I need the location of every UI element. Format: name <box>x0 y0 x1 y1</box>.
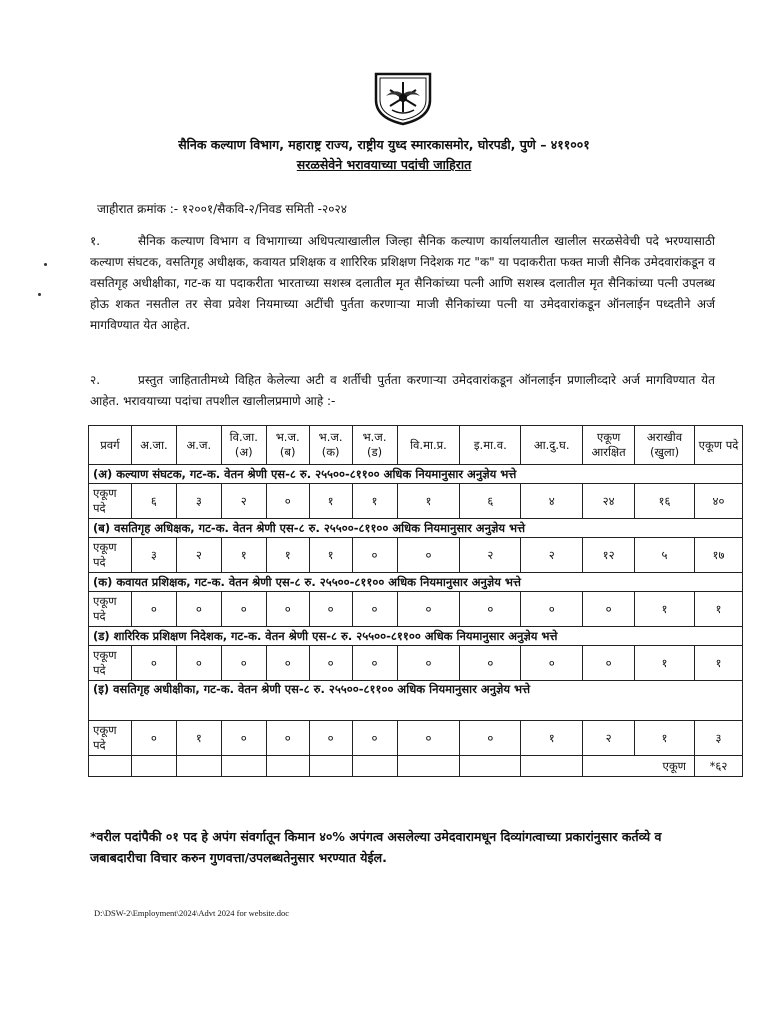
table-cell: २ <box>221 484 266 519</box>
paragraph-2-text: प्रस्तुत जाहितातीमध्ये विहित केलेल्या अटी व शर्तीची पुर्तता करणाऱ्या उमेदवारांकडून ऑनलाईन प्रणालीव्दारे अर्ज मागविण्यात येत आहेत. भरावयाच्या पदांचा तपशील खालीलप्रमाणे आहे :- <box>90 373 715 408</box>
header-cell: अ.जा. <box>131 426 176 465</box>
category-title: (अ) कल्याण संघटक, गट-क. वेतन श्रेणी एस-८ रु. २५५००-८११०० अधिक नियमानुसार अनुज्ञेय भत्ते <box>89 465 743 484</box>
table-cell: १ <box>352 484 397 519</box>
department-emblem-icon <box>372 70 434 126</box>
table-cell: १ <box>221 538 266 573</box>
header-cell: वि.मा.प्र. <box>397 426 460 465</box>
table-cell: ६ <box>131 484 176 519</box>
file-path: D:\DSW-2\Employment\2024\Advt 2024 for website.doc <box>94 908 290 918</box>
table-cell: ० <box>352 592 397 627</box>
table-cell: ० <box>521 646 583 681</box>
table-cell: १ <box>635 721 695 756</box>
table-cell: ० <box>460 721 521 756</box>
footnote: *वरील पदांपैकी ०१ पद हे अपंग संवर्गातून किमान ४०% अपंगत्व असलेल्या उमेदवारामधून दिव्यांगत्वाच्या प्रकारांनुसार कर्तव्ये व जबाबदारीचा विचार करुन गुणवत्ता/उपलब्धतेनुसार भरण्यात येईल. <box>90 829 662 865</box>
table-cell: ६ <box>460 484 521 519</box>
table-total-row <box>89 756 743 777</box>
table-cell: ४० <box>694 484 742 519</box>
header-cell: वि.जा. (अ) <box>221 426 266 465</box>
category-title: (क) कवायत प्रशिक्षक, गट-क. वेतन श्रेणी एस-८ रु. २५५००-८११०० अधिक नियमानुसार अनुज्ञेय भत्ते <box>89 573 743 592</box>
row-label: एकूण पदे <box>89 592 132 627</box>
department-address-heading: सैनिक कल्याण विभाग, महाराष्ट्र राज्य, राष्ट्रीय युध्द स्मारकासमोर, घोरपडी, पुणे – ४११००१ <box>178 137 590 152</box>
table-cell: १ <box>521 721 583 756</box>
table-cell: ० <box>266 592 309 627</box>
table-cell: १ <box>309 538 352 573</box>
table-cell: १ <box>635 646 695 681</box>
table-row <box>89 592 743 627</box>
header-cell: एकूण आरक्षित <box>583 426 635 465</box>
paragraph-2 <box>90 370 715 412</box>
table-row <box>89 721 743 756</box>
category-title: (ड) शारिरिक प्रशिक्षण निदेशक, गट-क. वेतन श्रेणी एस-८ रु. २५५००-८११०० अधिक नियमानुसार अनुज्ञेय भत्ते <box>89 627 743 646</box>
table-cell: १ <box>635 592 695 627</box>
table-cell: १६ <box>635 484 695 519</box>
category-row <box>89 627 743 646</box>
header-cell: इ.मा.व. <box>460 426 521 465</box>
table-cell: ४ <box>521 484 583 519</box>
paragraph-1 <box>90 231 715 336</box>
table-row <box>89 484 743 519</box>
category-title: (इ) वसतिगृह अधीक्षीका, गट-क. वेतन श्रेणी एस-८ रु. २५५००-८११०० अधिक नियमानुसार अनुज्ञेय भत्ते <box>89 681 743 721</box>
table-cell: २ <box>460 538 521 573</box>
table-cell: १७ <box>694 538 742 573</box>
category-row <box>89 465 743 484</box>
table-cell: ० <box>221 646 266 681</box>
header-cell: अ.ज. <box>176 426 221 465</box>
table-cell: ० <box>397 646 460 681</box>
table-cell: ० <box>266 484 309 519</box>
table-cell: २ <box>521 538 583 573</box>
table-cell: ० <box>266 646 309 681</box>
table-cell: ० <box>352 538 397 573</box>
table-cell: ० <box>397 721 460 756</box>
table-cell: ० <box>131 721 176 756</box>
advertisement-title: सरळसेवेने भरावयाच्या पदांची जाहिरात <box>296 157 472 172</box>
category-row <box>89 519 743 538</box>
row-label: एकूण पदे <box>89 484 132 519</box>
table-cell: ० <box>176 646 221 681</box>
table-cell: २ <box>176 538 221 573</box>
total-label: एकूण <box>583 756 695 777</box>
table-cell: ० <box>460 592 521 627</box>
table-cell: ० <box>460 646 521 681</box>
row-label: एकूण पदे <box>89 538 132 573</box>
margin-mark <box>44 263 47 266</box>
table-cell: ० <box>583 592 635 627</box>
table-cell: २४ <box>583 484 635 519</box>
table-cell: ५ <box>635 538 695 573</box>
table-cell: ० <box>397 538 460 573</box>
table-cell: ० <box>131 592 176 627</box>
advertisement-number: जाहीरात क्रमांक :- १२००१/सैकवि-२/निवड समिती -२०२४ <box>97 202 347 216</box>
table-cell: ० <box>309 592 352 627</box>
table-cell: ० <box>397 592 460 627</box>
table-cell: ० <box>352 721 397 756</box>
table-cell: १ <box>694 592 742 627</box>
table-cell: ३ <box>694 721 742 756</box>
category-row <box>89 573 743 592</box>
table-cell: १ <box>694 646 742 681</box>
table-cell: ० <box>176 592 221 627</box>
paragraph-2-number: २. <box>90 373 101 387</box>
category-title: (ब) वसतिगृह अधिक्षक, गट-क. वेतन श्रेणी एस-८ रु. २५५००-८११०० अधिक नियमानुसार अनुज्ञेय भत्ते <box>89 519 743 538</box>
header-cell: अराखीव (खुला) <box>635 426 695 465</box>
header-cell: भ.ज. (क) <box>309 426 352 465</box>
table-cell: ० <box>266 721 309 756</box>
header-cell: आ.दु.घ. <box>521 426 583 465</box>
table-cell: ३ <box>176 484 221 519</box>
table-cell: २ <box>583 721 635 756</box>
table-row <box>89 538 743 573</box>
posts-table <box>88 425 743 777</box>
table-cell: ० <box>583 646 635 681</box>
total-value: *६२ <box>694 756 742 777</box>
table-cell: ० <box>352 646 397 681</box>
table-cell: १२ <box>583 538 635 573</box>
header-cell: भ.ज. (ब) <box>266 426 309 465</box>
table-cell: ० <box>309 721 352 756</box>
margin-mark <box>38 293 41 296</box>
header-cell: एकूण पदे <box>694 426 742 465</box>
table-row <box>89 646 743 681</box>
row-label: एकूण पदे <box>89 721 132 756</box>
table-cell: ० <box>521 592 583 627</box>
paragraph-1-number: १. <box>90 234 101 248</box>
table-cell: १ <box>397 484 460 519</box>
table-cell: ३ <box>131 538 176 573</box>
table-cell: ० <box>309 646 352 681</box>
table-cell: ० <box>131 646 176 681</box>
table-cell: ० <box>221 592 266 627</box>
table-cell: १ <box>176 721 221 756</box>
category-row <box>89 681 743 721</box>
table-cell: १ <box>309 484 352 519</box>
row-label: एकूण पदे <box>89 646 132 681</box>
table-header-row <box>89 426 743 465</box>
header-cell: भ.ज. (ड) <box>352 426 397 465</box>
header-cell: प्रवर्ग <box>89 426 132 465</box>
table-cell: ० <box>221 721 266 756</box>
paragraph-1-text: सैनिक कल्याण विभाग व विभागाच्या अधिपत्याखालील जिल्हा सैनिक कल्याण कार्यालयातील खालील सरळसेवेची पदे भरण्यासाठी कल्याण संघटक, वसतिगृह अधीक्षक, कवायत प्रशिक्षक व शारिरिक प्रशिक्षण निदेशक गट "क" या पदाकरीता फक्त माजी सैनिक उमेदवारांकडून व वसतिगृह अधीक्षीका, गट-क या पदाकरीता भारताच्या सशस्त्र दलातील मृत सैनिकांच्या पत्नी आणि सशस्त्र दलातील मृत सैनिकांच्या पत्नी उपलब्ध होऊ शकत नसतील तर सेवा प्रवेश नियमाच्या अटींची पुर्तता करणाऱ्या माजी सैनिकांच्या पत्नी या उमेदवारांकडून ऑनलाईन पध्दतीने अर्ज मागविण्यात येत आहेत. <box>90 234 715 332</box>
table-cell: १ <box>266 538 309 573</box>
